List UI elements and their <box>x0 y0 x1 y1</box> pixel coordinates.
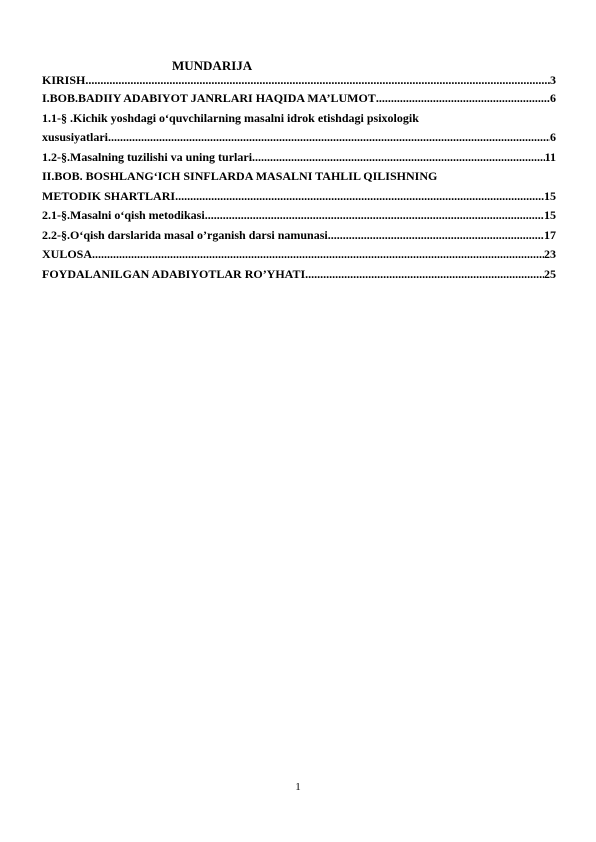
toc-entry-label: METODIK SHARTLARI <box>42 188 176 203</box>
toc-dot-leader <box>85 72 550 89</box>
toc-entry-page: 6 <box>550 91 556 105</box>
toc-dot-leader <box>328 226 544 246</box>
toc-entry-label: 1.2-§.Masalning tuzilishi va uning turlari <box>42 149 253 164</box>
toc-dot-leader <box>175 187 544 207</box>
toc-entry-section-1-2 <box>42 148 556 168</box>
toc-entry-page: 23 <box>544 247 556 261</box>
toc-entry-label: XULOSA <box>42 247 93 261</box>
toc-entry-section-2-2 <box>42 226 556 246</box>
toc-dot-leader <box>205 206 544 226</box>
toc-entry-bibliography <box>42 265 556 285</box>
table-of-contents <box>42 72 556 284</box>
toc-entry-kirish <box>42 72 556 89</box>
toc-entry-label: 1.1-§ .Kichik yoshdagi o‘quvchilarning masalni idrok etishdagi psixologik <box>42 110 419 125</box>
toc-entry-label: FOYDALANILGAN ADABIYOTLAR RO’YHATI <box>42 266 306 281</box>
toc-entry-label: KIRISH <box>42 73 86 87</box>
toc-dot-leader <box>376 89 550 109</box>
toc-title: MUNDARIJA <box>172 58 253 73</box>
toc-entry-section-1-1-line2 <box>42 128 556 148</box>
toc-entry-label: I.BOB.BADIIY ADABIYOT JANRLARI HAQIDA MA’LUMOT <box>42 91 376 105</box>
page-number: 1 <box>295 781 301 793</box>
toc-entry-chapter-2-line1 <box>42 167 556 187</box>
toc-entry-page: 17 <box>544 227 556 242</box>
toc-entry-label: II.BOB. BOSHLANG‘ICH SINFLARDA MASALNI TAHLIL QILISHNING <box>42 169 438 183</box>
toc-entry-label: xususiyatlari <box>42 130 109 144</box>
toc-entry-page: 6 <box>550 130 556 144</box>
toc-entry-page: 25 <box>544 266 556 281</box>
toc-entry-label: 2.1-§.Masalni o‘qish metodikasi <box>42 208 205 222</box>
toc-entry-page: 11 <box>544 149 556 164</box>
toc-entry-page: 15 <box>544 208 556 222</box>
toc-entry-chapter-2-line2 <box>42 187 556 207</box>
toc-dot-leader <box>108 128 550 148</box>
toc-dot-leader <box>305 265 544 285</box>
toc-entry-section-1-1-line1 <box>42 109 556 129</box>
toc-entry-section-2-1 <box>42 206 556 226</box>
toc-dot-leader <box>252 148 545 168</box>
toc-entry-page: 15 <box>544 188 556 203</box>
toc-entry-chapter-1 <box>42 89 556 109</box>
toc-dot-leader <box>92 245 544 265</box>
toc-entry-xulosa <box>42 245 556 265</box>
toc-entry-page: 3 <box>550 73 556 87</box>
toc-entry-label: 2.2-§.O‘qish darslarida masal o’rganish darsi namunasi <box>42 227 328 242</box>
